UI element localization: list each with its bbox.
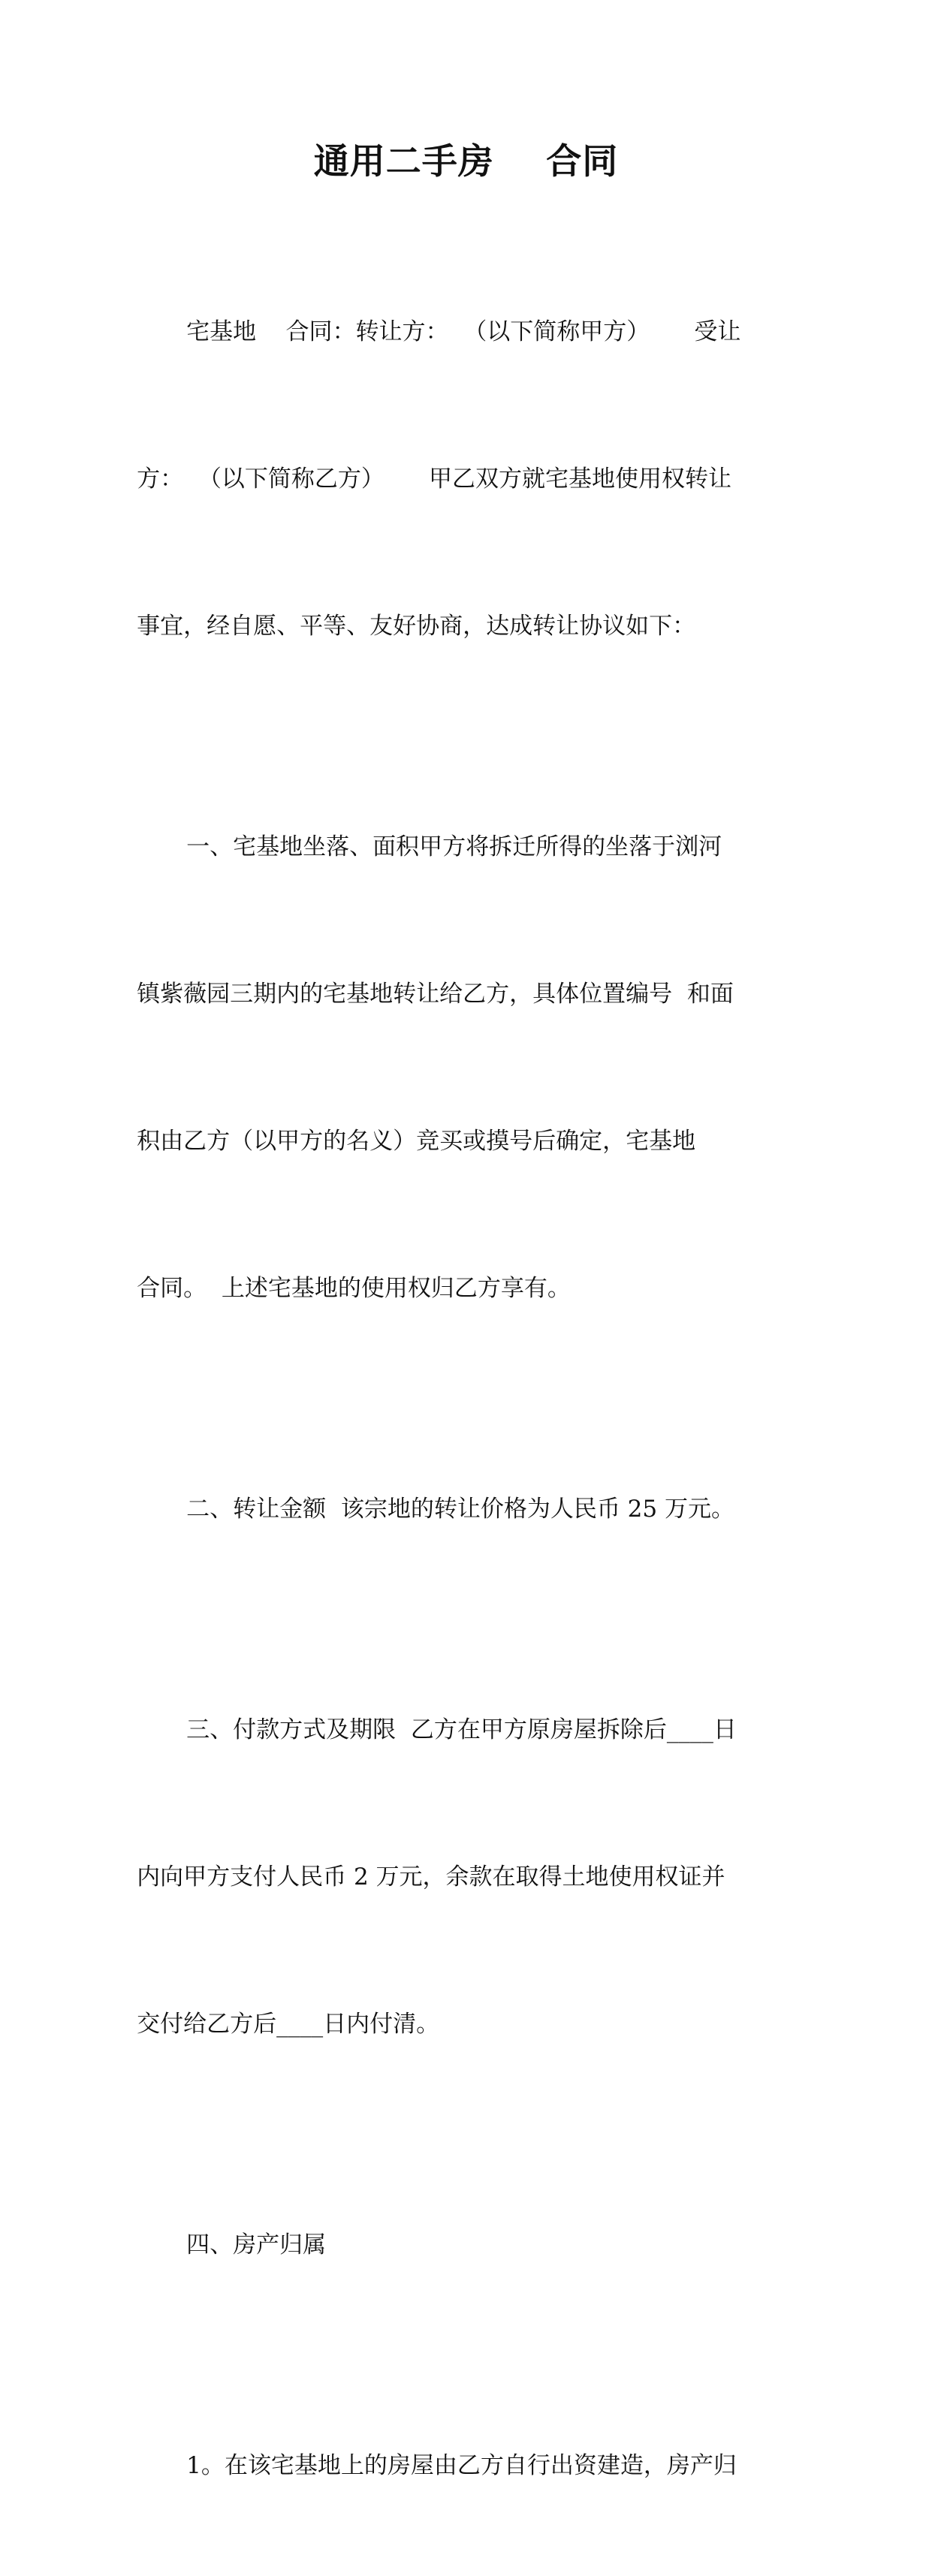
document-body <box>137 221 788 2576</box>
paragraph-section-2 <box>142 1399 788 1619</box>
line: 镇紫薇园三期内的宅基地转让给乙方，具体位置编号 和面 <box>137 981 734 1008</box>
paragraph-section-3 <box>137 1619 788 2135</box>
paragraph-section-1 <box>137 737 788 1399</box>
line: 四、房产归属 <box>186 2231 327 2258</box>
line: 交付给乙方后____日内付清。 <box>137 2011 440 2038</box>
paragraph-section-4-heading <box>142 2135 788 2355</box>
line: 宅基地 合同：转让方： （以下简称甲方） 受让 <box>186 318 741 345</box>
line: 三、付款方式及期限 乙方在甲方原房屋拆除后____日 <box>186 1716 737 1743</box>
line: 方： （以下简称乙方） 甲乙双方就宅基地使用权转让 <box>137 465 731 493</box>
document-title: 通用二手房 合同 <box>313 141 619 183</box>
line: 事宜，经自愿、平等、友好协商，达成转让协议如下： <box>137 613 696 640</box>
line: 一、宅基地坐落、面积甲方将拆迁所得的坐落于浏河 <box>186 833 722 860</box>
paragraph-intro <box>137 221 788 737</box>
line: 二、转让金额 该宗地的转让价格为人民币 25 万元。 <box>186 1496 734 1523</box>
line: 合同。 上述宅基地的使用权归乙方享有。 <box>137 1275 571 1302</box>
paragraph-section-4-item-1 <box>142 2355 788 2576</box>
line: 内向甲方支付人民币 2 万元，余款在取得土地使用权证并 <box>137 1863 725 1891</box>
line: 1。在该宅基地上的房屋由乙方自行出资建造，房产归 <box>186 2452 737 2479</box>
line: 积由乙方（以甲方的名义）竞买或摸号后确定，宅基地 <box>137 1128 696 1155</box>
